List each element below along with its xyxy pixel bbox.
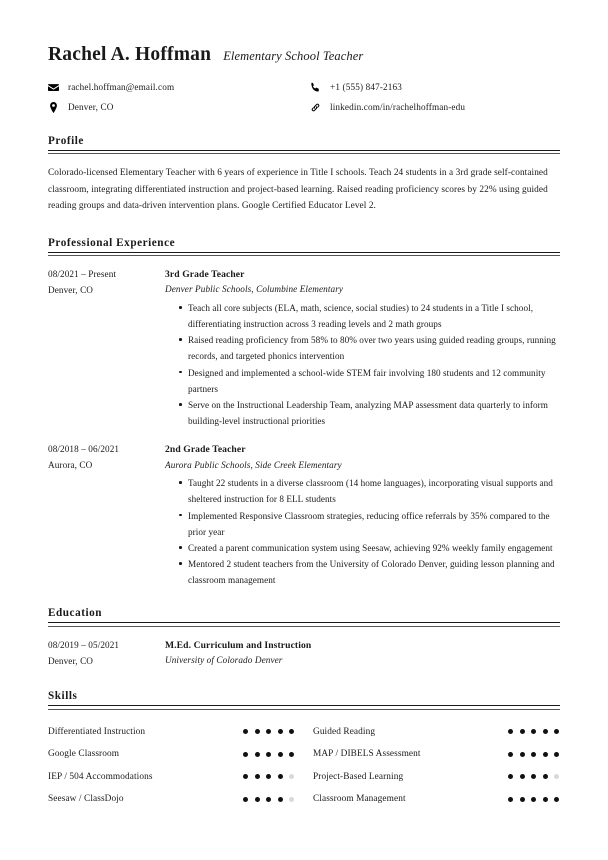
section-title-skills: Skills (48, 690, 78, 703)
experience-role: 2nd Grade Teacher (165, 444, 246, 456)
skill-rating-dots (508, 797, 560, 802)
skills-grid (48, 721, 560, 811)
skill-row (48, 766, 295, 789)
experience-bullet: Teach all core subjects (ELA, math, science, social studies) to 24 students in a Title I school, differentiating instruction across 3 reading levels and 2 math groups (179, 300, 560, 332)
section-skills (48, 690, 560, 810)
skill-row (48, 743, 295, 766)
skill-label: IEP / 504 Accommodations (48, 771, 153, 782)
section-rule-education (48, 622, 560, 626)
skill-dot-filled (520, 774, 525, 779)
experience-entry-meta (48, 442, 165, 588)
skill-label: MAP / DIBELS Assessment (313, 749, 421, 760)
skill-dot-filled (531, 797, 536, 802)
skill-rating-dots (243, 797, 295, 802)
contact-location (48, 102, 310, 113)
experience-entry-main (165, 267, 560, 429)
skill-rating-dots (243, 752, 295, 757)
skill-dot-empty (289, 797, 294, 802)
experience-organization: Denver Public Schools, Columbine Elementary (165, 284, 344, 295)
education-entry (48, 638, 560, 671)
section-rule-profile (48, 150, 560, 154)
location-pin-icon (48, 102, 59, 113)
skill-dot-filled (520, 729, 525, 734)
skill-row (48, 721, 295, 744)
section-rule-experience (48, 252, 560, 256)
experience-bullet-list (165, 475, 560, 588)
name-row (48, 44, 560, 66)
skill-label: Project-Based Learning (313, 771, 404, 782)
skill-dot-filled (255, 729, 260, 734)
section-experience (48, 237, 560, 589)
education-institution: University of Colorado Denver (165, 655, 283, 666)
link-icon (310, 102, 321, 113)
experience-location: Aurora, CO (48, 460, 93, 471)
experience-bullet: Created a parent communication system using Seesaw, achieving 92% weekly family engagement (179, 540, 560, 556)
experience-entry (48, 442, 560, 588)
skill-dot-filled (508, 752, 513, 757)
contact-linkedin-text: linkedin.com/in/rachelhoffman-edu (330, 102, 466, 113)
envelope-icon (48, 82, 59, 93)
skill-row (313, 788, 560, 811)
skill-dot-filled (554, 752, 559, 757)
skill-label: Guided Reading (313, 726, 376, 737)
experience-bullet-list (165, 300, 560, 430)
candidate-headline: Elementary School Teacher (223, 49, 364, 63)
skill-rating-dots (508, 729, 560, 734)
phone-icon (310, 82, 321, 93)
contact-location-text: Denver, CO (68, 102, 114, 113)
experience-bullet: Implemented Responsive Classroom strategies, reducing office referrals by 35% compared to the prior year (179, 508, 560, 540)
skill-dot-filled (543, 774, 548, 779)
skill-dot-filled (243, 729, 248, 734)
skill-row (313, 766, 560, 789)
skill-dot-filled (531, 752, 536, 757)
skill-dot-empty (289, 774, 294, 779)
education-location: Denver, CO (48, 655, 94, 666)
education-entry-meta (48, 638, 165, 671)
skill-dot-filled (520, 797, 525, 802)
experience-bullet: Serve on the Instructional Leadership Team, analyzing MAP assessment data quarterly to inform building-level instructional priorities (179, 397, 560, 429)
skill-dot-filled (531, 729, 536, 734)
experience-bullet: Raised reading proficiency from 58% to 80% over two years using guided reading groups, running records, and targeted phonics intervention (179, 332, 560, 364)
skill-dot-filled (554, 797, 559, 802)
contact-phone-text: +1 (555) 847-2163 (330, 82, 403, 92)
section-title-education: Education (48, 607, 103, 620)
education-entry-main (165, 638, 560, 671)
skill-dot-filled (266, 729, 271, 734)
skill-dot-empty (554, 774, 559, 779)
skill-dot-filled (255, 774, 260, 779)
skill-label: Seesaw / ClassDojo (48, 794, 124, 805)
contact-email[interactable] (48, 82, 310, 93)
skill-dot-filled (531, 774, 536, 779)
skill-dot-filled (278, 752, 283, 757)
skill-dot-filled (243, 797, 248, 802)
skill-dot-filled (289, 729, 294, 734)
experience-dates: 08/2021 – Present (48, 269, 117, 280)
section-title-experience: Professional Experience (48, 236, 176, 249)
skill-dot-filled (278, 729, 283, 734)
skill-dot-filled (508, 797, 513, 802)
section-title-profile: Profile (48, 135, 84, 148)
skill-dot-filled (255, 752, 260, 757)
skill-dot-filled (278, 797, 283, 802)
education-dates: 08/2019 – 05/2021 (48, 639, 120, 650)
skill-row (313, 721, 560, 744)
experience-organization: Aurora Public Schools, Side Creek Elementary (165, 459, 342, 470)
skill-rating-dots (243, 774, 295, 779)
contact-linkedin[interactable] (310, 102, 560, 113)
skill-dot-filled (543, 752, 548, 757)
skill-rating-dots (243, 729, 295, 734)
spacer (48, 588, 560, 607)
skill-label: Google Classroom (48, 749, 120, 760)
experience-location: Denver, CO (48, 284, 94, 295)
skill-dot-filled (243, 752, 248, 757)
skill-dot-filled (255, 797, 260, 802)
resume-header (48, 44, 560, 113)
contact-grid (48, 82, 560, 113)
experience-role: 3rd Grade Teacher (165, 269, 245, 281)
spacer (48, 670, 560, 690)
skill-dot-filled (266, 797, 271, 802)
section-profile (48, 135, 560, 215)
skill-dot-filled (266, 774, 271, 779)
candidate-name: Rachel A. Hoffman (48, 44, 212, 65)
skill-dot-filled (278, 774, 283, 779)
skill-label: Differentiated Instruction (48, 726, 146, 737)
experience-entry-meta (48, 267, 165, 429)
profile-summary-text: Colorado-licensed Elementary Teacher with 6 years of experience in Title I schools. Teach 24 students in a 3rd grade self-contained classroom, integrating differentiated instruction and project-based learning. Raised reading proficiency scores by 22% using guided reading groups and data-driven intervention plans. Google Certified Educator Level 2. (48, 168, 548, 212)
section-rule-skills (48, 705, 560, 709)
skill-dot-filled (266, 752, 271, 757)
experience-entry (48, 267, 560, 429)
skill-rating-dots (508, 774, 560, 779)
skill-dot-filled (520, 752, 525, 757)
experience-entry-main (165, 442, 560, 588)
experience-bullet: Designed and implemented a school-wide STEM fair involving 180 students and 12 community partners (179, 365, 560, 397)
skill-dot-filled (543, 797, 548, 802)
contact-phone[interactable] (310, 82, 560, 93)
skill-dot-filled (543, 729, 548, 734)
skill-dot-filled (508, 774, 513, 779)
skill-dot-filled (554, 729, 559, 734)
education-degree: M.Ed. Curriculum and Instruction (165, 639, 312, 651)
skill-rating-dots (508, 752, 560, 757)
experience-bullet: Mentored 2 student teachers from the University of Colorado Denver, guiding lesson planning and classroom management (179, 556, 560, 588)
skill-label: Classroom Management (313, 794, 406, 805)
experience-dates: 08/2018 – 06/2021 (48, 444, 120, 455)
skill-row (48, 788, 295, 811)
section-education (48, 607, 560, 670)
skill-dot-filled (243, 774, 248, 779)
experience-bullet: Taught 22 students in a diverse classroom (14 home languages), incorporating visual supports and sheltered instruction for 8 ELL students (179, 475, 560, 507)
skill-dot-filled (508, 729, 513, 734)
skill-row (313, 743, 560, 766)
skill-dot-filled (289, 752, 294, 757)
contact-email-text: rachel.hoffman@email.com (68, 82, 175, 92)
